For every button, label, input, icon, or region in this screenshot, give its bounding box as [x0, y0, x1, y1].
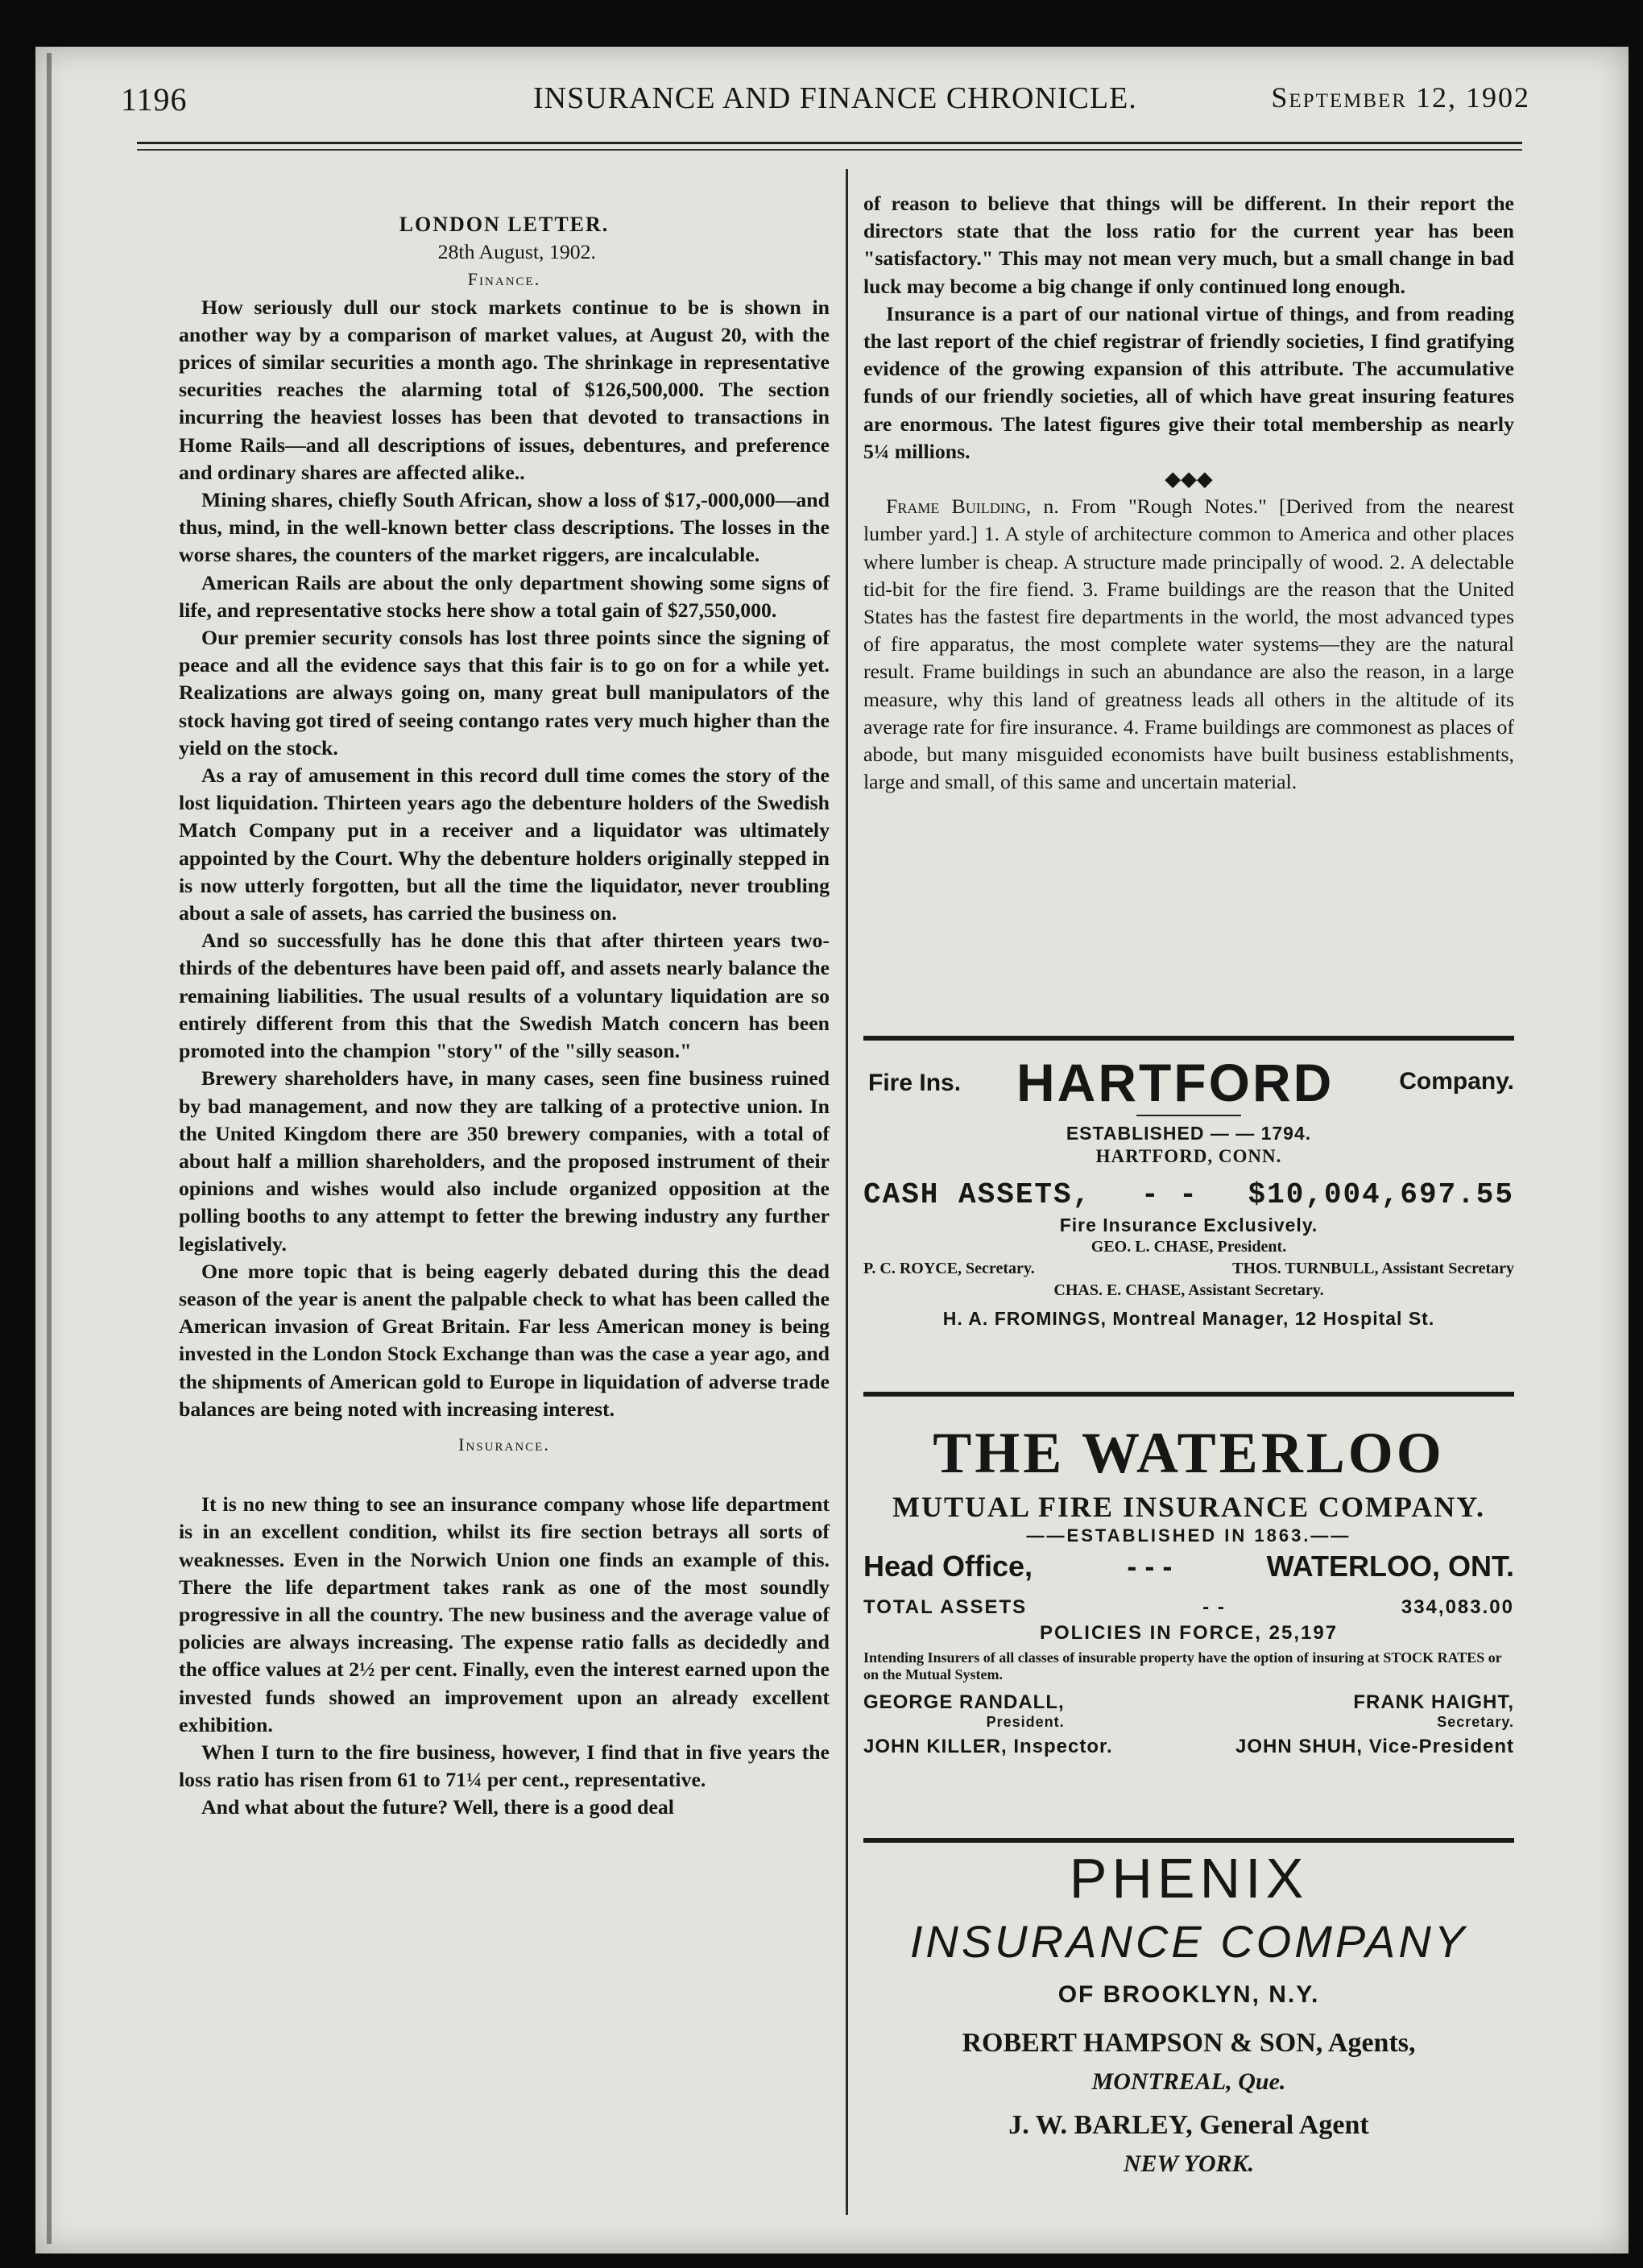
section-ornament: ◆◆◆ — [1165, 467, 1213, 491]
assets-value: 334,083.00 — [1401, 1596, 1514, 1618]
hartford-cash-assets — [863, 1178, 1514, 1211]
hartford-name: HARTFORD — [1016, 1053, 1335, 1112]
secretary-title: Secretary. — [1437, 1714, 1514, 1730]
page-header — [121, 81, 1530, 129]
head-office-dots: - - - — [1127, 1550, 1173, 1583]
waterloo-advertisement — [863, 1418, 1514, 1828]
frame-building-text: n. From "Rough Notes." [Derived from the nearest lumber yard.] 1. A style of architecture common to America and other places where lumber is cheap. A structure made principally of wood. 2. A delectable tid-bit for the fire fiend. 3. Frame buildings are the reason that the United States has the fastest fire departments in the world, the most advanced types of fire apparatus, the most complete water systems—they are the natural result. Frame buildings in such an abundance are also the reason, in a large measure, why this land of greatness leads all others in the altitude of its average rate for fire insurance. 4. Frame buildings are commonest as places of abode, but many misguided economists have built business establishments, large and small, of this same and uncertain material. — [863, 495, 1515, 794]
president-name: GEORGE RANDALL, — [863, 1691, 1065, 1713]
insurance-paragraph: It is no new thing to see an insurance company whose life department is in an excellent condition, whilst its fire section betrays all sorts of weaknesses. Even in the Norwich Union one finds an example of this. There the life department takes rank as one of the most soundly progressive in all the country. The new business and the average value of policies are always increasing. The expense ratio falls as decidedly and the office values at 2½ per cent. Finally, even the interest earned upon the invested funds showed an improvement upon an already excellent exhibition. — [179, 1492, 830, 1736]
insurance-paragraph: And what about the future? Well, there is a good deal — [201, 1795, 674, 1819]
frame-building-paragraph — [863, 493, 1514, 796]
hartford-exclusive: Fire Insurance Exclusively. — [1059, 1215, 1318, 1235]
hartford-right-label: Company. — [1399, 1068, 1514, 1095]
waterloo-policies: POLICIES IN FORCE, 25,197 — [1039, 1622, 1339, 1644]
page-number: 1196 — [121, 81, 188, 118]
phenix-general-agent: J. W. BARLEY, General Agent — [1008, 2110, 1369, 2140]
article-heading: LONDON LETTER. — [399, 213, 610, 236]
friendly-societies-paragraph: Insurance is a part of our national virtue of things, and from reading the last report of the chief registrar of friendly societies, I find gratifying evidence of the growing expansion of this attribute. The accumulative funds of our friendly societies, all of which have great insuring features are enormous. The latest figures give their total membership as nearly 5¼ millions. — [863, 301, 1514, 463]
finance-paragraph: And so successfully has he done this that after thirteen years two-thirds of the debentures have been paid off, and assets nearly balance the remaining liabilities. The usual results of a voluntary liquidation are so entirely different from this that the Swedish Match concern has been promoted into the champion "story" of the "silly season." — [179, 929, 830, 1063]
finance-paragraph: How seriously dull our stock markets continue to be is shown in another way by a comparison of market values, at August 20, with the prices of similar securities a month ago. The shrinkage in representative securities reaches the alarming total of $126,500,000. The section incurring the heaviest losses has been that devoted to transactions in Home Rails—and all descriptions of issues, debentures, and preference and ordinary shares are affected alike.. — [179, 295, 830, 484]
hartford-established: ESTABLISHED — — 1794. — [1066, 1123, 1312, 1144]
phenix-subtitle: INSURANCE COMPANY — [909, 1916, 1468, 1967]
finance-paragraph: Mining shares, chiefly South African, show a loss of $17,-000,000—and thus, mind, in the well-known better class descriptions. The losses in the worse shares, the counters of the market riggers, are incalculable. — [179, 488, 830, 567]
waterloo-established: ——ESTABLISHED IN 1863.—— — [1026, 1525, 1351, 1546]
frame-building-term: Frame Building, — [886, 495, 1032, 519]
waterloo-name: THE WATERLOO — [933, 1421, 1445, 1485]
finance-paragraph: One more topic that is being eagerly debated during this the dead season of the year is anent the palpable check to what has been called the American invasion of Great Britain. Far less American money is being invested in the London Stock Exchange than was the case a year ago, and the shipments of American gold to Europe in liquidation of adverse trade balances are being noted with increasing interest. — [179, 1259, 830, 1421]
finance-paragraph: Our premier security consols has lost three points since the signing of peace and all the evidence says that this fair is to go on for a while yet. Realizations are always going on, many great bull manipulators of the stock having got tired of seeing contango rates very much higher than the yield on the stock. — [179, 626, 830, 759]
cash-dashes: - - — [1140, 1178, 1198, 1211]
cash-value: $10,004,697.55 — [1248, 1178, 1514, 1211]
president-title: President. — [986, 1714, 1065, 1730]
phenix-agents: ROBERT HAMPSON & SON, Agents, — [962, 2028, 1416, 2058]
waterloo-president — [863, 1691, 1065, 1731]
ad-divider — [863, 1838, 1514, 1843]
insurance-heading: Insurance. — [458, 1434, 550, 1455]
head-office-city: WATERLOO, ONT. — [1266, 1550, 1514, 1583]
hartford-secretary: P. C. ROYCE, Secretary. — [863, 1260, 1035, 1277]
hartford-left-label: Fire Ins. — [868, 1070, 962, 1096]
column-divider — [846, 169, 848, 2215]
phenix-location: OF BROOKLYN, N.Y. — [1057, 1981, 1320, 2008]
waterloo-vice-president: JOHN SHUH, Vice-President — [1235, 1736, 1514, 1757]
header-rule — [137, 142, 1522, 151]
assets-label: TOTAL ASSETS — [863, 1596, 1028, 1618]
finance-paragraph: As a ray of amusement in this record dull time comes the story of the lost liquidation. Thirteen years ago the debenture holders of the Swedish Match Company put in a receiver and a liquidator was ultimately appointed by the Court. Why the debenture holders originally stepped in is now utterly forgotten, but all the time the liquidator, never troubling about a sale of assets, has carried the business on. — [179, 764, 830, 925]
hartford-manager: H. A. FROMINGS, Montreal Manager, 12 Hospital St. — [942, 1308, 1435, 1329]
phenix-new-york: NEW YORK. — [1123, 2150, 1255, 2177]
cash-label: CASH ASSETS, — [863, 1178, 1092, 1211]
finance-heading: Finance. — [467, 269, 541, 290]
assets-dots: - - — [1202, 1596, 1226, 1618]
left-column — [179, 211, 830, 1822]
finance-paragraph: American Rails are about the only department showing some signs of life, and representative stocks here show a total gain of $27,550,000. — [179, 570, 830, 622]
head-office-label: Head Office, — [863, 1550, 1033, 1583]
issue-date: September 12, 1902 — [1271, 81, 1530, 114]
waterloo-total-assets — [863, 1596, 1514, 1619]
insurance-paragraph: When I turn to the fire business, however, I find that in five years the loss ratio has risen from 61 to 71¼ per cent., representative. — [179, 1740, 830, 1792]
hartford-officers — [863, 1260, 1514, 1278]
waterloo-head-office — [863, 1550, 1514, 1583]
hartford-president: GEO. L. CHASE, President. — [1091, 1238, 1287, 1256]
publication-title: INSURANCE AND FINANCE CHRONICLE. — [533, 81, 1137, 115]
waterloo-note: Intending Insurers of all classes of insurable property have the option of insuring at STOCK RATES or on the Mutual System. — [863, 1649, 1502, 1682]
hartford-underline — [1136, 1115, 1241, 1116]
right-column — [863, 190, 1514, 796]
hartford-masthead — [863, 1052, 1514, 1110]
article-dateline: 28th August, 1902. — [437, 240, 596, 264]
waterloo-officers-row — [863, 1691, 1514, 1731]
phenix-advertisement — [863, 1844, 1514, 2199]
phenix-name: PHENIX — [1069, 1847, 1309, 1910]
waterloo-officers-row-2 — [863, 1736, 1514, 1758]
ad-divider — [863, 1036, 1514, 1041]
phenix-montreal: MONTREAL, Que. — [1091, 2068, 1286, 2095]
waterloo-inspector: JOHN KILLER, Inspector. — [863, 1736, 1113, 1757]
hartford-asst-secretary-2: CHAS. E. CHASE, Assistant Secretary. — [1053, 1281, 1324, 1299]
waterloo-secretary — [1353, 1691, 1514, 1731]
hartford-location: HARTFORD, CONN. — [1095, 1146, 1282, 1166]
ad-divider — [863, 1392, 1514, 1397]
waterloo-subtitle: MUTUAL FIRE INSURANCE COMPANY. — [892, 1491, 1486, 1523]
continued-paragraph: of reason to believe that things will be different. In their report the directors state that the loss ratio for the current year has been "satisfactory." This may not mean very much, but a small change in bad luck may become a big change if only continued long enough. — [863, 192, 1514, 298]
hartford-asst-secretary: THOS. TURNBULL, Assistant Secretary — [1232, 1260, 1514, 1277]
finance-paragraph: Brewery shareholders have, in many cases, seen fine business ruined by bad management, and now they are talking of a protective union. In the United Kingdom there are 350 brewery companies, with a total of about half a million shareholders, and the proposed instrument of their opinions and wishes would also include organized opposition at the polling booths to any attempt to fetter the brewing industry any further legislatively. — [179, 1066, 830, 1256]
hartford-advertisement — [863, 1052, 1514, 1382]
secretary-name: FRANK HAIGHT, — [1353, 1691, 1514, 1713]
